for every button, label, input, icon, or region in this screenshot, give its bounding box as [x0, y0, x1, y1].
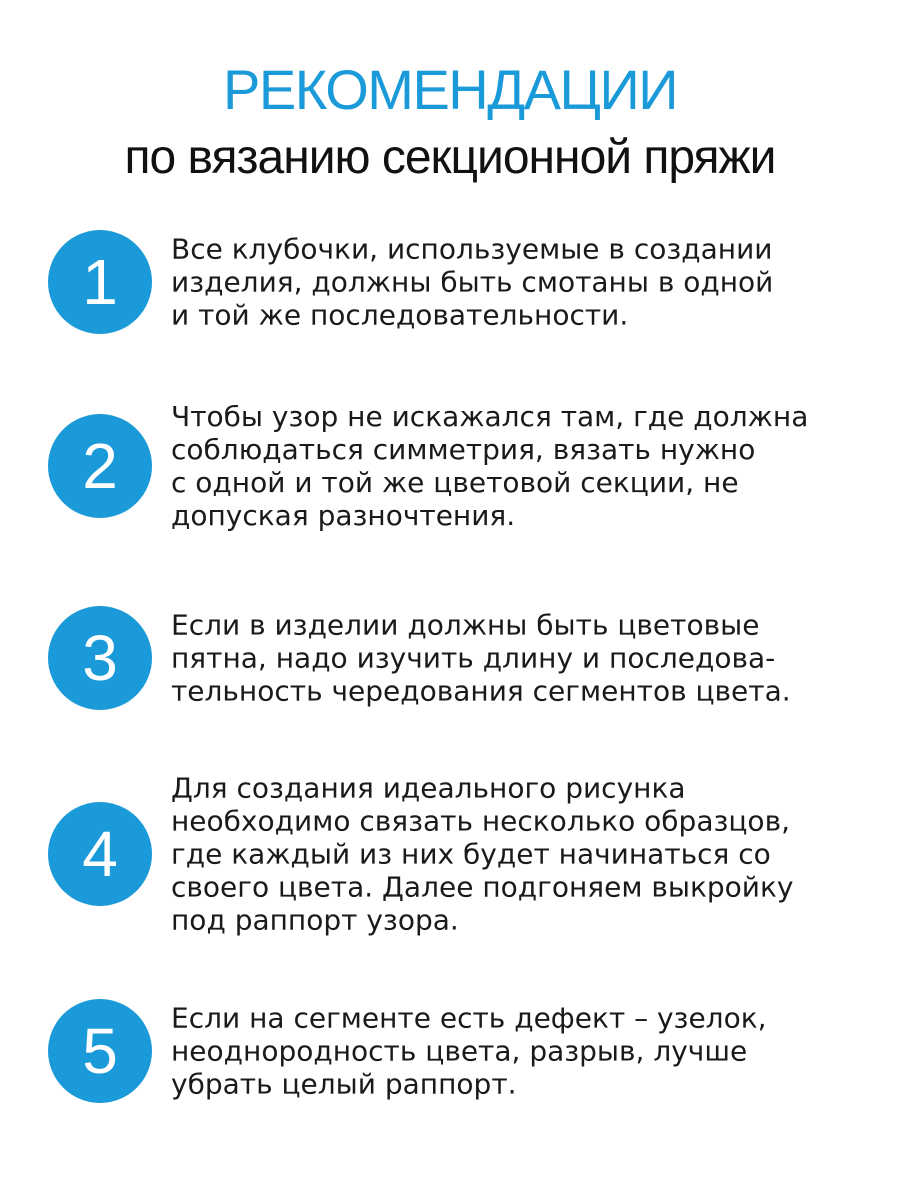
number-badge-5: 5	[48, 999, 152, 1103]
number-badge-2: 2	[48, 414, 152, 518]
recommendation-text-5: Если на сегменте есть дефект – узелок, неоднородность цвета, разрыв, лучше убрать целый раппорт.	[171, 1001, 767, 1101]
recommendation-text-2: Чтобы узор не искажался там, где должна соблюдаться симметрия, вязать нужно с одной и той же цветовой секции, не допуская разночтения.	[171, 400, 809, 532]
page-title: РЕКОМЕНДАЦИИ	[223, 58, 677, 121]
recommendation-item-4	[48, 771, 868, 937]
recommendation-text-3: Если в изделии должны быть цветовые пятна, надо изучить длину и последова- тельность чередования сегментов цвета.	[171, 608, 791, 708]
recommendation-text-4: Для создания идеального рисунка необходимо связать несколько образцов, где каждый из них будет начинаться со своего цвета. Далее подгоняем выкройку под раппорт узора.	[171, 771, 794, 937]
recommendation-text-1: Все клубочки, используемые в создании изделия, должны быть смотаны в одной и той же последовательности.	[171, 232, 774, 332]
number-badge-4: 4	[48, 802, 152, 906]
number-badge-3: 3	[48, 606, 152, 710]
recommendation-item-2	[48, 386, 868, 546]
recommendation-item-5	[48, 971, 868, 1131]
page-subtitle: по вязанию секционной пряжи	[124, 131, 776, 184]
recommendation-item-1	[48, 202, 868, 362]
number-badge-1: 1	[48, 230, 152, 334]
recommendation-item-3	[48, 578, 868, 738]
header	[0, 58, 900, 188]
